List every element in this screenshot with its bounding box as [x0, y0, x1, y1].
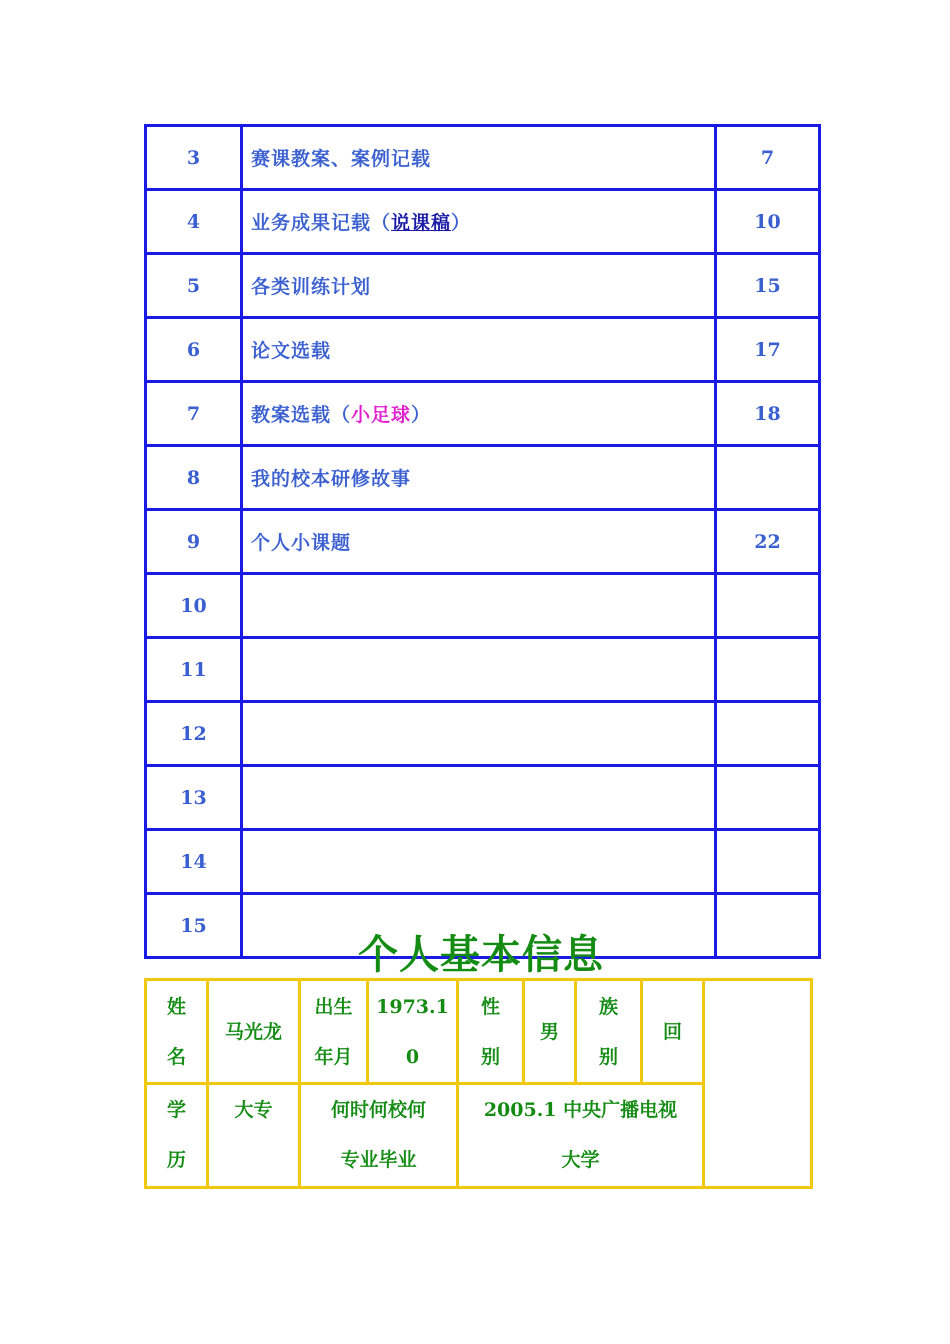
toc-row-number: 15: [146, 894, 242, 958]
toc-row-page: [716, 830, 820, 894]
toc-row: [146, 702, 820, 766]
toc-row: [146, 446, 820, 510]
toc-row-page: [716, 702, 820, 766]
toc-row: [146, 638, 820, 702]
toc-row: [146, 382, 820, 446]
toc-row: [146, 318, 820, 382]
toc-row-page: 10: [716, 190, 820, 254]
toc-row-page: [716, 574, 820, 638]
toc-row-number: 11: [146, 638, 242, 702]
toc-row-page: [716, 446, 820, 510]
education-value: 大专: [208, 1084, 300, 1188]
toc-row-page: [716, 766, 820, 830]
toc-row-number: 10: [146, 574, 242, 638]
toc-row: [146, 190, 820, 254]
info-row-1: [146, 980, 812, 1084]
toc-row-page: 15: [716, 254, 820, 318]
toc-title-link[interactable]: 说课稿: [391, 212, 452, 234]
education-label: 学 历: [146, 1084, 208, 1188]
photo-cell: [704, 980, 812, 1188]
toc-row: [146, 574, 820, 638]
graduation-label: 何时何校何 专业毕业: [300, 1084, 458, 1188]
toc-row-title: 个人小课题: [242, 510, 716, 574]
toc-row-number: 9: [146, 510, 242, 574]
toc-row-number: 13: [146, 766, 242, 830]
toc-row-title: [242, 638, 716, 702]
toc-row-page: 22: [716, 510, 820, 574]
toc-title-text: ）: [451, 212, 472, 234]
toc-row-title: 赛课教案、案例记载: [242, 126, 716, 190]
birth-value: 1973.1 0: [368, 980, 458, 1084]
toc-row: [146, 254, 820, 318]
toc-row-title: [242, 574, 716, 638]
ethnic-value: 回: [642, 980, 704, 1084]
toc-title-text: 教案选载（: [251, 404, 352, 426]
toc-row-page: [716, 638, 820, 702]
toc-title-text: 业务成果记载（: [251, 212, 392, 234]
toc-row: [146, 510, 820, 574]
birth-label: 出生 年月: [300, 980, 368, 1084]
toc-row-number: 8: [146, 446, 242, 510]
toc-row-title: 各类训练计划: [242, 254, 716, 318]
toc-row-title: [242, 382, 716, 446]
personal-info-table: [144, 978, 813, 1189]
toc-row-number: 4: [146, 190, 242, 254]
toc-row-number: 3: [146, 126, 242, 190]
name-value: 马光龙: [208, 980, 300, 1084]
toc-row-title: 论文选载: [242, 318, 716, 382]
info-heading: 个人基本信息: [358, 932, 604, 978]
toc-row-title: [242, 766, 716, 830]
toc-row-title: [242, 702, 716, 766]
toc-table: [144, 124, 821, 959]
toc-row-title: 我的校本研修故事: [242, 446, 716, 510]
gender-value: 男: [524, 980, 576, 1084]
toc-row-number: 14: [146, 830, 242, 894]
toc-row-title: [242, 190, 716, 254]
toc-row-number: 5: [146, 254, 242, 318]
toc-row-page: 7: [716, 126, 820, 190]
toc-row-page: 18: [716, 382, 820, 446]
ethnic-label: 族 别: [576, 980, 642, 1084]
toc-row: [146, 126, 820, 190]
toc-title-highlight: 小足球: [351, 404, 412, 426]
toc-row-title: [242, 830, 716, 894]
gender-label: 性 别: [458, 980, 524, 1084]
toc-row-number: 12: [146, 702, 242, 766]
toc-row: [146, 766, 820, 830]
toc-row-number: 6: [146, 318, 242, 382]
toc-row-page: 17: [716, 318, 820, 382]
toc-title-text: ）: [411, 404, 432, 426]
name-label: 姓 名: [146, 980, 208, 1084]
toc-row: [146, 830, 820, 894]
toc-body: [146, 126, 820, 958]
toc-row-number: 7: [146, 382, 242, 446]
graduation-value: 2005.1 中央广播电视 大学: [458, 1084, 704, 1188]
